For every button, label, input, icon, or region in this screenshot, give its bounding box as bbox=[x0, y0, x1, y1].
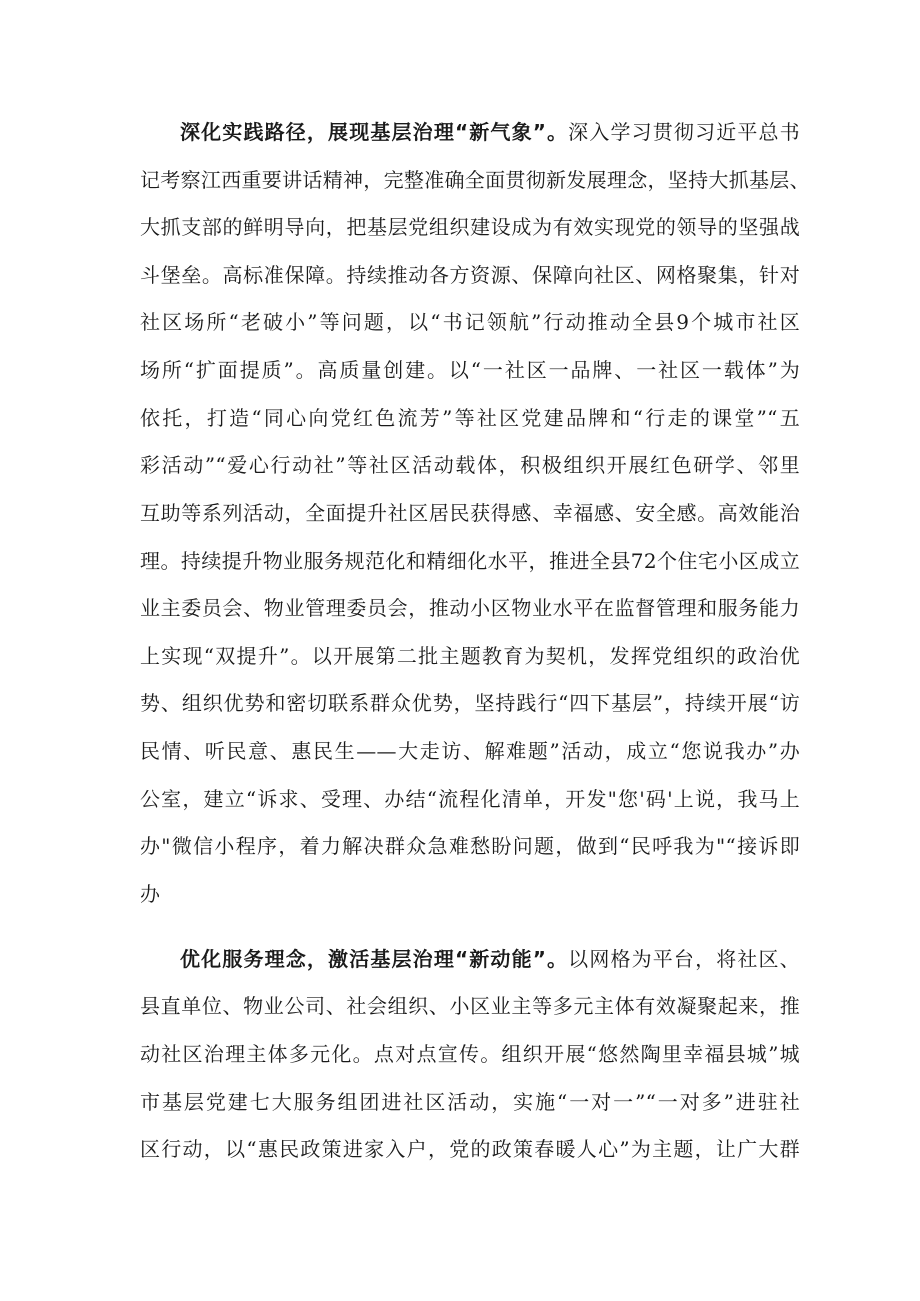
paragraph-1-line-11: 业主委员会、物业管理委员会，推动小区物业水平在监督管理和服务能力 bbox=[140, 596, 800, 620]
paragraph-1-line-7: 依托，打造“同心向党红色流芳”等社区党建品牌和“行走的课堂”“五 bbox=[140, 406, 800, 430]
paragraph-2-line-1 bbox=[180, 941, 800, 977]
paragraph-2-line-2: 县直单位、物业公司、社会组织、小区业主等多元主体有效凝聚起来，推 bbox=[140, 994, 800, 1018]
paragraph-2-line-6 bbox=[140, 1179, 800, 1215]
paragraph-1-line-13: 势、组织优势和密切联系群众优势，坚持践行“四下基层”，持续开展“访 bbox=[140, 691, 800, 715]
paragraph-1-line-14: 民情、听民意、惠民生——大走访、解难题”活动，成立“您说我办”办 bbox=[140, 739, 800, 763]
paragraph-1-line-15: 公室，建立“诉求、受理、办结“流程化清单，开发"您'码'上说，我马上 bbox=[140, 787, 800, 811]
paragraph-1-line-9: 互助等系列活动，全面提升社区居民获得感、幸福感、安全感。高效能治 bbox=[140, 501, 800, 525]
paragraph-2-line-4: 市基层党建七大服务组团进社区活动，实施“一对一”“一对多”进驻社 bbox=[140, 1090, 800, 1114]
paragraph-1-line-5: 社区场所“老破小”等问题，以“书记领航”行动推动全县9个城市社区 bbox=[140, 310, 800, 334]
paragraph-2-line-5: 区行动，以“惠民政策进家入户，党的政策春暖人心”为主题，让广大群 bbox=[140, 1137, 800, 1161]
paragraph-2-line-1-text: 以网格为平台，将社区、 bbox=[568, 947, 800, 971]
paragraph-1-line-6: 场所“扩面提质”。高质量创建。以“一社区一品牌、一社区一载体”为 bbox=[140, 358, 800, 382]
paragraph-1-line-12: 上实现“双提升”。以开展第二批主题教育为契机，发挥党组织的政治优 bbox=[140, 644, 800, 668]
paragraph-1-line-16: 办"微信小程序，着力解决群众急难愁盼问题，做到“民呼我为"“接诉即 bbox=[140, 834, 800, 858]
paragraph-2-heading: 优化服务理念，激活基层治理“新动能”。 bbox=[180, 947, 569, 971]
paragraph-1-line-8: 彩活动”“爱心行动社”等社区活动载体，积极组织开展红色研学、邻里 bbox=[140, 453, 800, 477]
paragraph-1-line-10: 理。持续提升物业服务规范化和精细化水平，推进全县72个住宅小区成立 bbox=[140, 549, 800, 573]
paragraph-2-line-3: 动社区治理主体多元化。点对点宣传。组织开展“悠然陶里幸福县城”城 bbox=[140, 1042, 800, 1066]
paragraph-1-line-2: 记考察江西重要讲话精神，完整准确全面贯彻新发展理念，坚持大抓基层、 bbox=[140, 168, 810, 192]
paragraph-1-line-17: 办 bbox=[140, 882, 161, 906]
paragraph-1-line-3: 大抓支部的鲜明导向，把基层党组织建设成为有效实现党的领导的坚强战 bbox=[140, 215, 800, 239]
paragraph-1-line-1 bbox=[180, 114, 800, 150]
paragraph-1-line-1-text: 深入学习贯彻习近平总书 bbox=[568, 120, 800, 144]
paragraph-1-line-4: 斗堡垒。高标准保障。持续推动各方资源、保障向社区、网格聚集，针对 bbox=[140, 263, 800, 287]
paragraph-1-heading: 深化实践路径，展现基层治理“新气象”。 bbox=[180, 120, 569, 144]
